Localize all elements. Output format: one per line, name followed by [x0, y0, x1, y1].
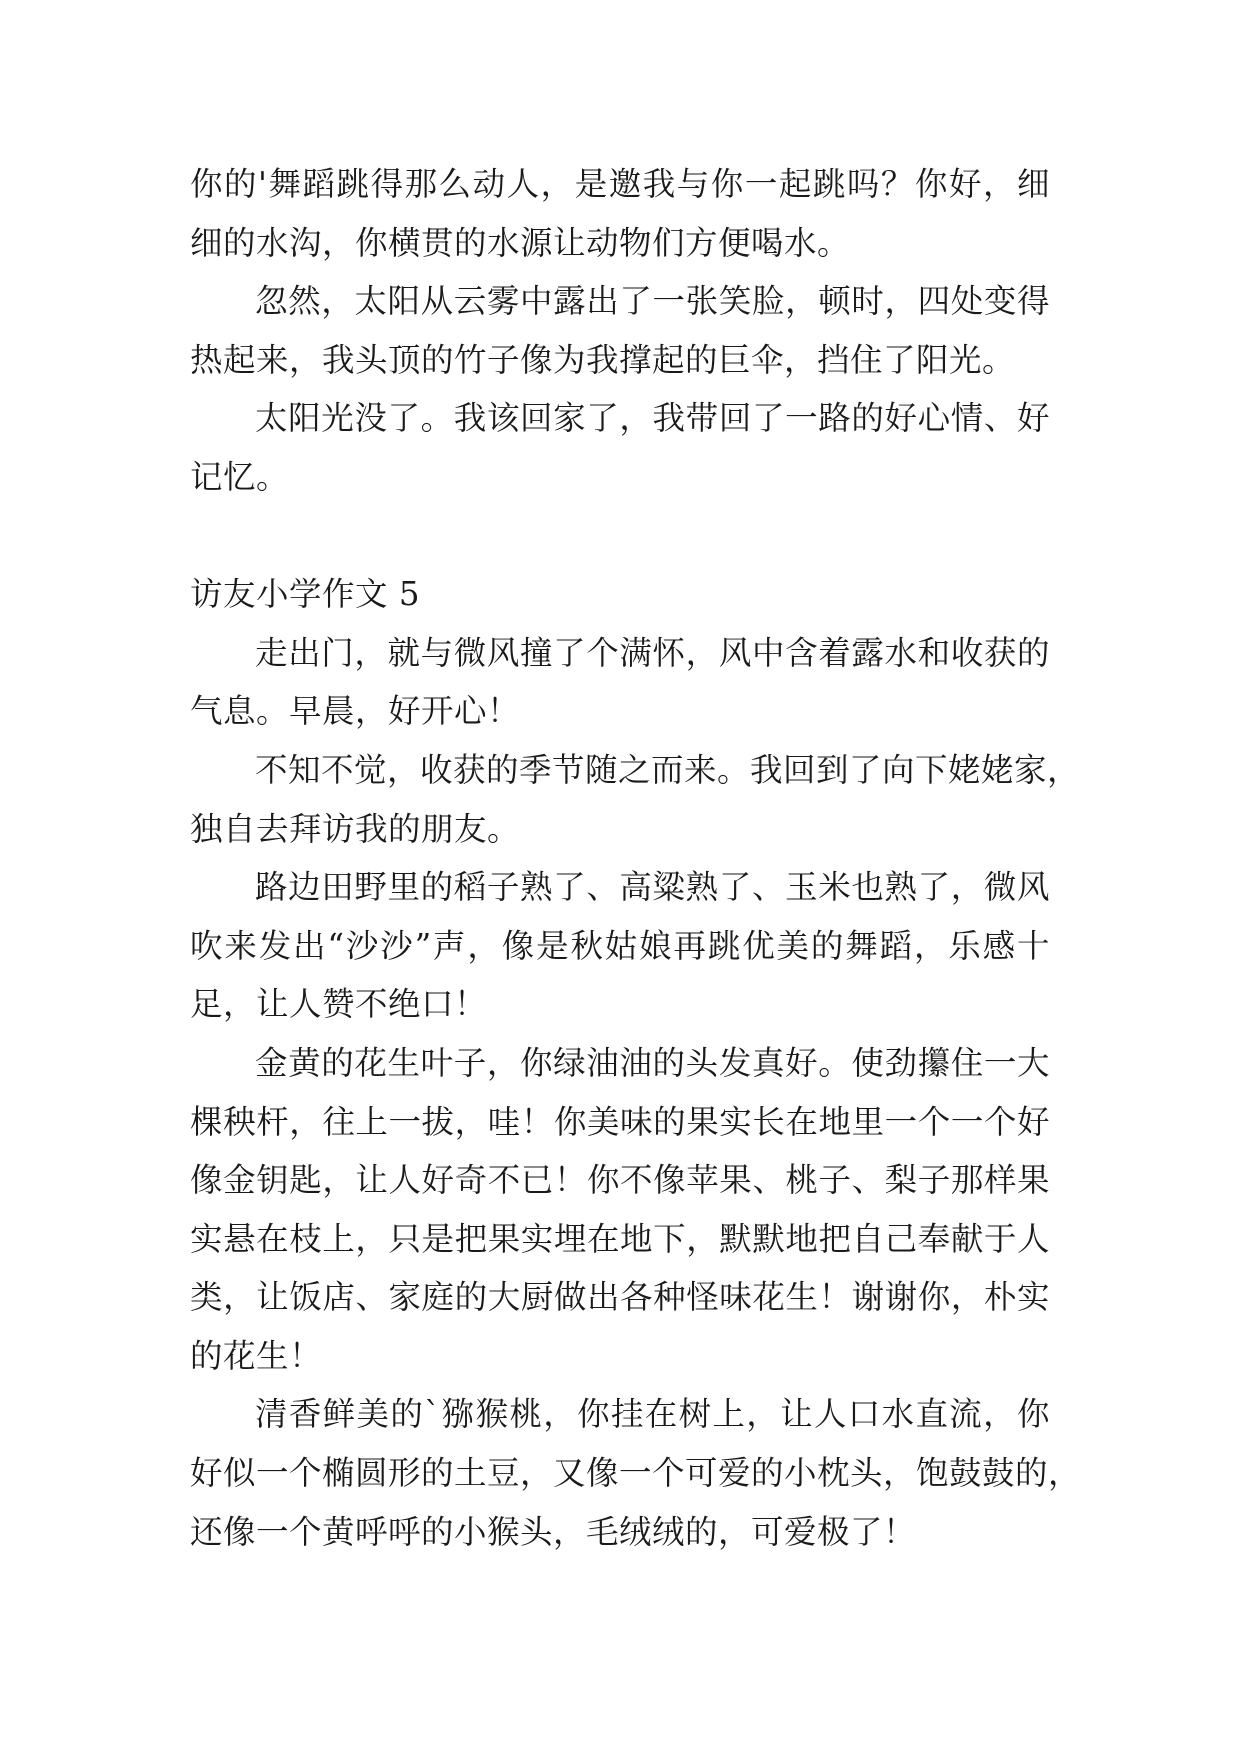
document-page: [190, 155, 1082, 1561]
text-line: 你的'舞蹈跳得那么动人，是邀我与你一起跳吗？你好，细: [190, 165, 1050, 203]
paragraph: [190, 741, 1081, 858]
paragraph: [190, 272, 1050, 389]
text-line: 太阳光没了。我该回家了，我带回了一路的好心情、好: [255, 399, 1050, 438]
text-line: 像金钥匙，让人好奇不已！你不像苹果、桃子、梨子那样果: [190, 1161, 1050, 1200]
text-line: 气息。早晨，好开心！: [190, 692, 521, 731]
text-line: 的花生！: [190, 1336, 323, 1375]
paragraph: [190, 389, 1050, 506]
text-line: 吹来发出“沙沙”声，像是秋姑娘再跳优美的舞蹈，乐感十: [190, 926, 1050, 965]
text-line: 忽然，太阳从云雾中露出了一张笑脸，顿时，四处变得: [255, 282, 1050, 321]
text-line: 走出门，就与微风撞了个满怀，风中含着露水和收获的: [255, 633, 1050, 672]
text-line: 金黄的花生叶子，你绿油油的头发真好。使劲攥住一大: [255, 1043, 1050, 1082]
text-line: 好似一个椭圆形的土豆，又像一个可爱的小枕头，饱鼓鼓的，: [190, 1454, 1082, 1493]
text-line: 细的水沟，你横贯的水源让动物们方便喝水。: [190, 223, 851, 262]
paragraph: [190, 624, 1050, 741]
paragraph: [190, 858, 1050, 1034]
text-line: 独自去拜访我的朋友。: [190, 809, 521, 848]
text-line: 实悬在枝上，只是把果实埋在地下，默默地把自己奉献于人: [190, 1219, 1050, 1258]
text-line: 类，让饭店、家庭的大厨做出各种怪味花生！谢谢你，朴实: [190, 1278, 1050, 1317]
text-line: 棵秧杆，往上一拔，哇！你美味的果实长在地里一个一个好: [190, 1102, 1050, 1141]
text-line: 路边田野里的稻子熟了、高粱熟了、玉米也熟了，微风: [255, 868, 1050, 907]
text-line: 足，让人赞不绝口！: [190, 985, 488, 1024]
text-line: 热起来，我头顶的竹子像为我撑起的巨伞，挡住了阳光。: [190, 340, 1016, 379]
section-gap: [190, 507, 1050, 566]
section-title: 访友小学作文 5: [190, 575, 421, 614]
text-line: 记忆。: [190, 457, 290, 496]
paragraph: [190, 1385, 1082, 1561]
paragraph: [190, 155, 1050, 272]
paragraph: [190, 1034, 1050, 1386]
text-line: 还像一个黄呼呼的小猴头，毛绒绒的，可爱极了！: [190, 1512, 917, 1551]
text-line: 不知不觉，收获的季节随之而来。我回到了向下姥姥家，: [255, 750, 1081, 789]
text-line: 清香鲜美的`猕猴桃，你挂在树上，让人口水直流，你: [255, 1395, 1050, 1434]
